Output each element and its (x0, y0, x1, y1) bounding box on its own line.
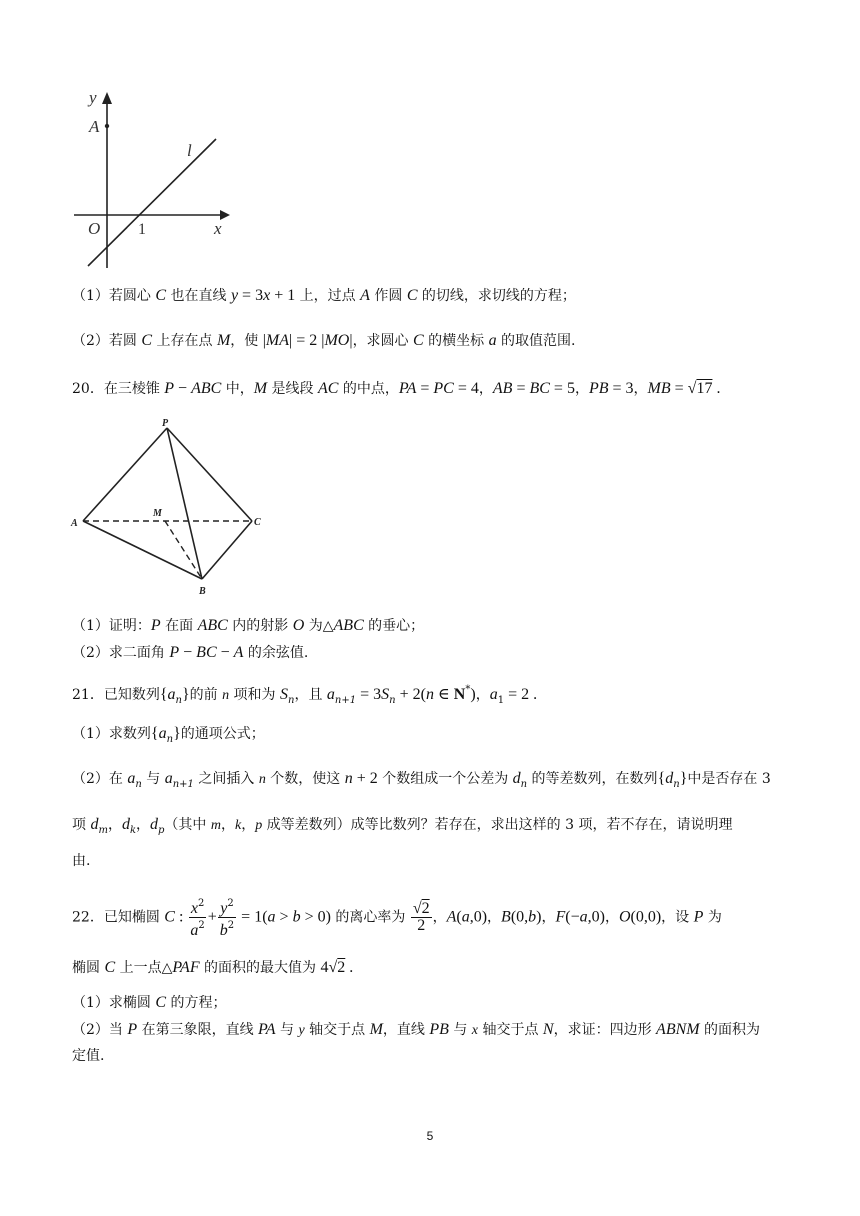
q19-part1: （1）若圆心 C 也在直线 y = 3x + 1 上，过点 A 作圆 C 的切线，求切线的方程； (72, 287, 576, 304)
midpoint-m-label: M (153, 508, 162, 519)
q20-stem: 20．在三棱锥 P − ABC 中，M 是线段 AC 的中点，PA = PC = 4，AB = BC = 5，PB = 3，MB = √17 . (72, 380, 721, 397)
edge-pc (167, 428, 252, 521)
q21-part2-line3: 由. (72, 853, 91, 869)
q22-part2-line2: 定值. (72, 1048, 105, 1064)
tick-one-label: 1 (138, 221, 146, 238)
y-axis-label: y (89, 88, 97, 107)
q21-part2-line2: 项 $d_m$，$d_k$，$d_p$（其中 m，k，p 成等差数列）成等比数列？若存在，求出这样的 3 项，若不存在，请说明理 (72, 816, 733, 836)
q21-part1: （1）求数列$\{a_n\}$的通项公式； (72, 725, 265, 745)
coordinate-figure (66, 88, 241, 273)
y-axis-arrow (102, 92, 112, 104)
vertex-b-label: B (199, 586, 206, 597)
vertex-p-label: P (162, 418, 169, 429)
edge-pb (167, 428, 202, 579)
q20-part1: （1）证明：P 在面 ABC 内的射影 O 为△ABC 的垂心； (72, 617, 425, 634)
q22-stem-line2: 椭圆 C 上一点△PAF 的面积的最大值为 4√2 . (72, 959, 354, 976)
tetrahedron-figure (66, 416, 276, 598)
vertex-a-label: A (71, 518, 78, 529)
q21-stem: 21．已知数列$\{a_n\}$的前 n 项和为 $S_n$，且 $a_{n+1} = 3S_n + 2(n$ ∈ N*)，$a_1 = 2$ . (72, 684, 538, 706)
q21-part2-line1: （2）在 $a_n$ 与 $a_{n+1}$ 之间插入 n 个数，使这 n + 2 个数组成一个公差为 $d_n$ 的等差数列，在数列$\{d_n\}$中是否存在 3 (72, 770, 771, 790)
vertex-c-label: C (254, 517, 261, 528)
q22-stem: 22．已知椭圆 C : $\frac{x^2}{a^2}$ + $\frac{y^2}{b^2}$ = 1(a > b > 0) 的离心率为 $\frac{√2}{2}$ ，A(a,0)，B(0,b)，F(−a,0)，O(0,0)，设 P 为 (72, 898, 722, 939)
x-axis-label: x (214, 219, 222, 238)
origin-label: O (88, 219, 101, 238)
page-number: 5 (426, 1129, 434, 1143)
edge-cb (202, 521, 252, 579)
q19-part2: （2）若圆 C 上存在点 M，使 |MA| = 2 |MO|，求圆心 C 的横坐标 a 的取值范围. (72, 332, 576, 349)
q22-part2-line1: （2）当 P 在第三象限，直线 PA 与 y 轴交于点 M，直线 PB 与 x 轴交于点 N，求证：四边形 ABNM 的面积为 (72, 1021, 761, 1038)
line-l-label: l (187, 141, 192, 160)
q22-part1: （1）求椭圆 C 的方程； (72, 994, 227, 1011)
point-a-label: A (89, 117, 100, 136)
point-a (105, 124, 109, 128)
q20-part2: （2）求二面角 P − BC − A 的余弦值. (72, 644, 309, 661)
